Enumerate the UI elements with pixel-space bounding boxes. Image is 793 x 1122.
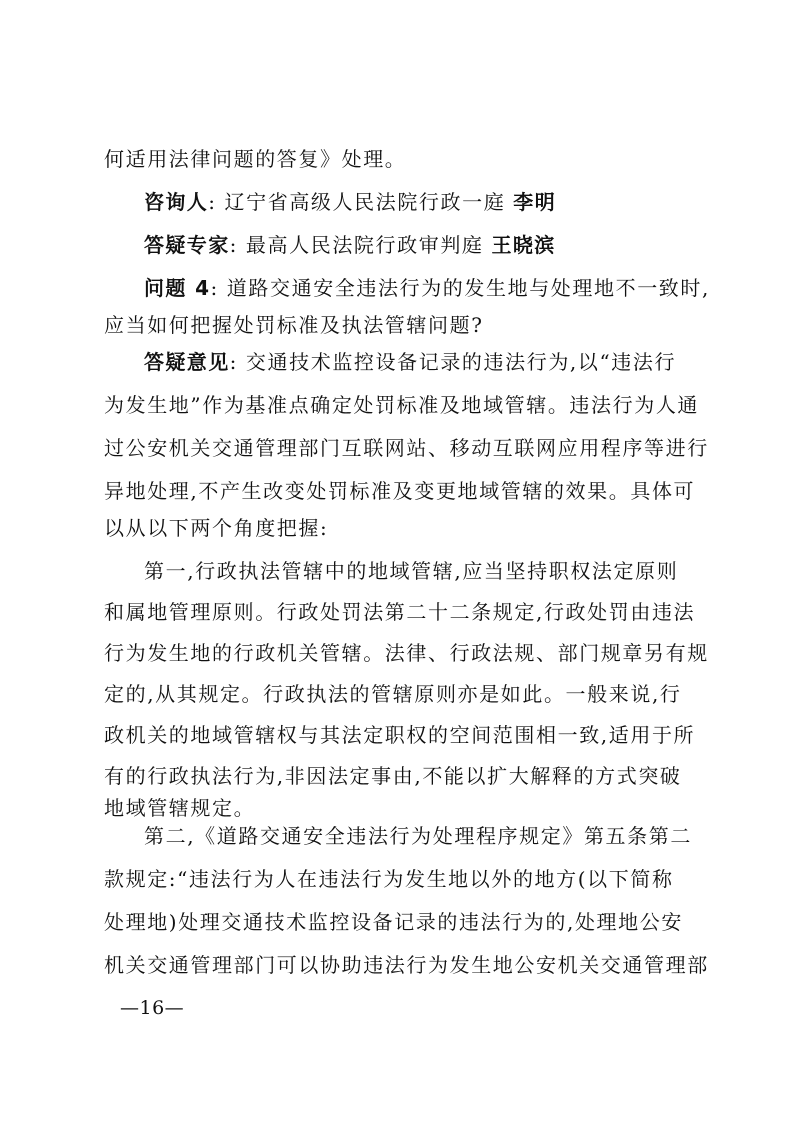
para2-line-4: 机关交通管理部门可以协助违法行为发生地公安机关交通管理部 [104,953,709,977]
page-number: —16— [120,997,185,1019]
expert-org: 最高人民法院行政审判庭 [245,233,484,257]
para1-line-5: 政机关的地域管辖权与其法定职权的空间范围相一致,适用于所 [104,723,696,747]
expert-line [144,233,689,257]
consultant-name: 李明 [513,190,557,214]
para1-line-7: 地域管辖规定。 [104,796,256,820]
consultant-org: 辽宁省高级人民法院行政一庭 [224,190,506,214]
expert-name: 王晓滨 [491,233,556,257]
question-line [144,276,710,300]
para1-line-3: 行为发生地的行政机关管辖。法律、行政法规、部门规章另有规 [104,641,709,665]
consultant-label: 咨询人 [144,190,209,214]
question-label: 问题 4 [144,276,211,300]
answer-line-3: 过公安机关交通管理部门互联网站、移动互联网应用程序等进行 [104,436,709,460]
consultant-separator: : [208,190,217,214]
para2-line-1: 第二,《道路交通安全违法行为处理程序规定》第五条第二 [144,824,692,848]
answer-line-2: 为发生地”作为基准点确定处罚标准及地域管辖。违法行为人通 [104,393,700,417]
para1-line-2: 和属地管理原则。行政处罚法第二十二条规定,行政处罚由违法 [104,600,696,624]
answer-text: 交通技术监控设备记录的违法行为,以“违法行 [245,350,677,374]
para2-line-2: 款规定:“违法行为人在违法行为发生地以外的地方(以下简称 [104,867,674,891]
consultant-line [144,190,689,214]
para1-line-6: 有的行政执法行为,非因法定事由,不能以扩大解释的方式突破 [104,764,682,788]
expert-label: 答疑专家 [144,233,230,257]
question-line-2: 应当如何把握处罚标准及执法管辖问题? [104,313,484,337]
answer-label: 答疑意见 [144,350,230,374]
question-text: 道路交通安全违法行为的发生地与处理地不一致时, [226,276,710,300]
question-separator: : [210,276,219,300]
answer-line-5: 以从以下两个角度把握: [104,516,329,540]
answer-line [144,350,689,374]
para1-line-1: 第一,行政执法管辖中的地域管辖,应当坚持职权法定原则 [144,559,679,583]
expert-separator: : [229,233,238,257]
answer-line-4: 异地处理,不产生改变处罚标准及变更地域管辖的效果。具体可 [104,479,696,503]
para1-line-4: 定的,从其规定。行政执法的管辖原则亦是如此。一般来说,行 [104,682,682,706]
answer-separator: : [229,350,238,374]
text-line: 何适用法律问题的答复》处理。 [104,147,407,171]
para2-line-3: 处理地)处理交通技术监控设备记录的违法行为的,处理地公安 [104,910,683,934]
